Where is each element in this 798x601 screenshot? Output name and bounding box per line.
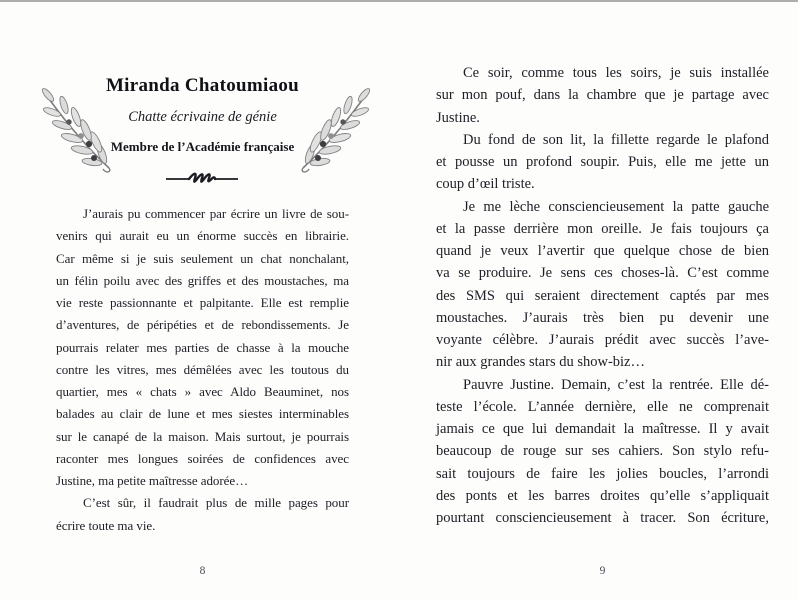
olive-branch-icon	[296, 84, 380, 174]
text-line: pourrais relater mes parties de chasse à la mouche	[56, 339, 349, 355]
text-line: d’aventures, de péripéties et de rebondissements. Je	[56, 317, 349, 333]
page-number-right: 9	[599, 565, 606, 577]
text-line: sait toujours de faire les jolies boucles, l’arrondi	[436, 465, 769, 482]
author-title: Miranda Chatoumiaou	[105, 75, 300, 96]
text-line: des SMS qui seraient directement captés par mes	[436, 287, 769, 304]
text-line: coup d’œil triste.	[436, 176, 535, 193]
right-page-text	[436, 62, 769, 529]
text-line: écrire toute ma vie.	[56, 517, 156, 533]
text-line: nir aux grandes stars du show-biz…	[436, 354, 645, 371]
text-line: balades au clair de lune et mes siestes interminables	[56, 406, 349, 422]
page-number-left: 8	[199, 565, 206, 577]
text-line: Justine.	[436, 109, 480, 126]
text-line: contre les vitres, mes démêlées avec les toutous du	[56, 361, 349, 377]
text-line: Car même si je suis seulement un chat nonchalant,	[56, 250, 349, 266]
calligraphic-squiggle-icon	[164, 170, 240, 186]
text-line: Je me lèche consciencieusement la patte gauche	[463, 198, 769, 215]
text-line: et la passe derrière mon oreille. Je fais toujours ça	[436, 220, 769, 237]
author-role: Membre de l’Académie française	[110, 139, 295, 154]
text-line: va se produire. Je sens ces choses-là. C’est comme	[436, 265, 769, 282]
text-line: vie reste passionnante et palpitante. Elle est remplie	[56, 295, 349, 310]
text-line: quand je veux l’avertir que quelque chose de bien	[436, 243, 769, 259]
text-line: Ce soir, comme tous les soirs, je suis installée	[463, 65, 769, 81]
text-line: quartier, mes « chats » avec Aldo Beauminet, nos	[56, 384, 349, 399]
olive-branch-icon	[32, 84, 116, 174]
text-line: teste l’école. L’année dernière, elle ne comprenait	[436, 398, 769, 415]
text-line: Pauvre Justine. Demain, c’est la rentrée. Elle dé-	[463, 376, 769, 393]
text-line: moustaches. J’aurais très bien pu devenir une	[436, 309, 769, 326]
text-line: des ponts et les barres droites qu’elle s’appliquait	[436, 487, 769, 504]
text-line: voyante célèbre. J’aurais prédit avec succès l’ave-	[436, 332, 769, 348]
bottom-rule	[0, 0, 798, 2]
text-line: jamais ce que lui demandait la maîtresse. Il y avait	[436, 421, 769, 437]
text-line: pourtant consciencieusement à tracer. Son écriture,	[436, 510, 769, 526]
text-line: J’aurais pu commencer par écrire un livre de sou-	[83, 206, 349, 221]
text-line: un félin poilu avec des griffes et des moustaches, ma	[56, 272, 349, 288]
text-line: beaucoup de rouge sur ses cahiers. Son stylo refu-	[436, 443, 769, 460]
author-subtitle: Chatte écrivaine de génie	[128, 109, 277, 125]
text-line: venirs qui aurait eu un énorme succès en librairie.	[56, 228, 349, 244]
text-line: C’est sûr, il faudrait plus de mille pages pour	[83, 495, 349, 511]
text-line: sur le canapé de la maison. Mais surtout, je pourrais	[56, 428, 349, 444]
text-line: et pousse un profond soupir. Puis, elle me jette un	[436, 154, 769, 170]
text-line: Du fond de son lit, la fillette regarde le plafond	[463, 131, 769, 148]
text-line: sur mon pouf, dans la chambre que je partage avec	[436, 87, 769, 104]
text-line: Justine, ma petite maîtresse adorée…	[56, 473, 249, 488]
text-line: raconter mes longues soirées de confidences avec	[56, 450, 349, 466]
left-page-text	[56, 203, 349, 537]
